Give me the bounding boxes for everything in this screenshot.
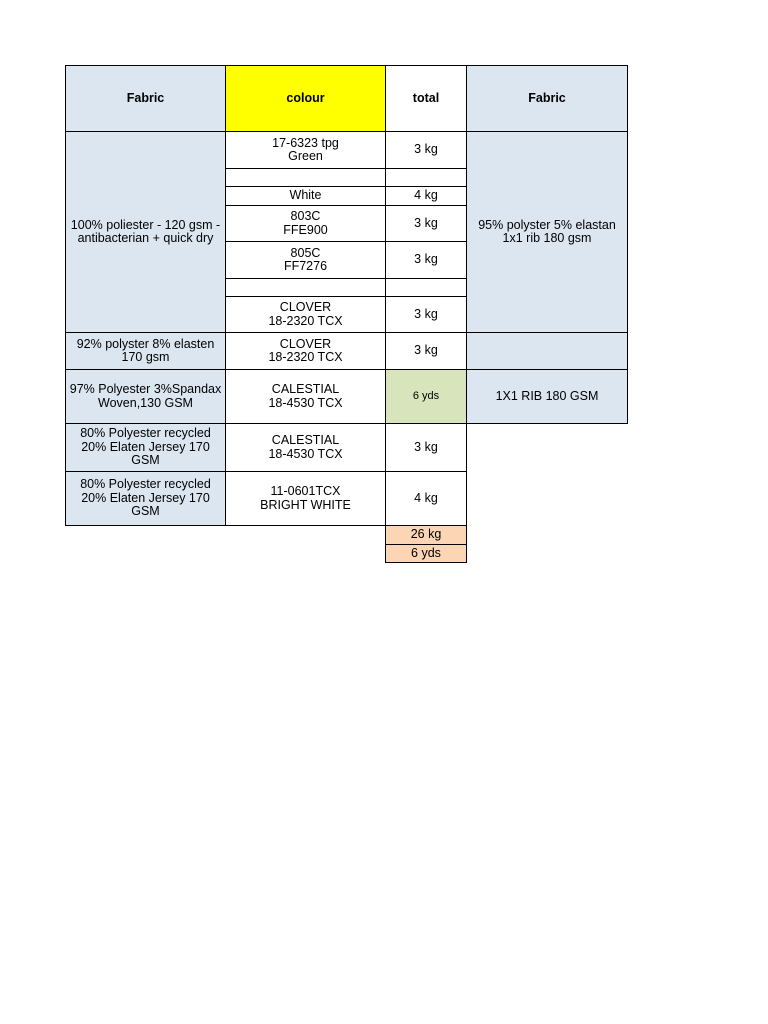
total-cell-7: 3 kg — [385, 296, 467, 333]
header-colour: colour — [225, 65, 386, 132]
total-cell-2 — [385, 168, 467, 187]
total-cell-5: 3 kg — [385, 241, 467, 279]
total-cell-9: 6 yds — [385, 369, 467, 424]
total-cell-3: 4 kg — [385, 186, 467, 206]
total-cell-1: 3 kg — [385, 131, 467, 169]
total-yds: 6 yds — [385, 544, 467, 563]
fabric-right-1: 95% polyster 5% elastan 1x1 rib 180 gsm — [466, 131, 628, 333]
colour-cell-2 — [225, 168, 386, 187]
colour-cell-11: 11-0601TCX BRIGHT WHITE — [225, 471, 386, 526]
fabric-right-3: 1X1 RIB 180 GSM — [466, 369, 628, 424]
fabric-group-1: 100% poliester - 120 gsm - antibacterian + quick dry — [65, 131, 226, 333]
colour-cell-8: CLOVER 18-2320 TCX — [225, 332, 386, 370]
colour-cell-9: CALESTIAL 18-4530 TCX — [225, 369, 386, 424]
header-fabric-right: Fabric — [466, 65, 628, 132]
total-cell-8: 3 kg — [385, 332, 467, 370]
colour-cell-10: CALESTIAL 18-4530 TCX — [225, 423, 386, 472]
fabric-group-5: 80% Polyester recycled 20% Elaten Jersey 170 GSM — [65, 471, 226, 526]
colour-cell-5: 805C FF7276 — [225, 241, 386, 279]
total-cell-4: 3 kg — [385, 205, 467, 242]
header-fabric: Fabric — [65, 65, 226, 132]
colour-cell-3: White — [225, 186, 386, 206]
fabric-group-2: 92% polyster 8% elasten 170 gsm — [65, 332, 226, 370]
colour-cell-6 — [225, 278, 386, 297]
total-cell-6 — [385, 278, 467, 297]
colour-cell-7: CLOVER 18-2320 TCX — [225, 296, 386, 333]
header-total: total — [385, 65, 467, 132]
total-cell-10: 3 kg — [385, 423, 467, 472]
colour-cell-4: 803C FFE900 — [225, 205, 386, 242]
colour-cell-1: 17-6323 tpg Green — [225, 131, 386, 169]
fabric-right-2 — [466, 332, 628, 370]
total-kg: 26 kg — [385, 525, 467, 545]
fabric-group-3: 97% Polyester 3%Spandax Woven,130 GSM — [65, 369, 226, 424]
total-cell-11: 4 kg — [385, 471, 467, 526]
fabric-group-4: 80% Polyester recycled 20% Elaten Jersey 170 GSM — [65, 423, 226, 472]
